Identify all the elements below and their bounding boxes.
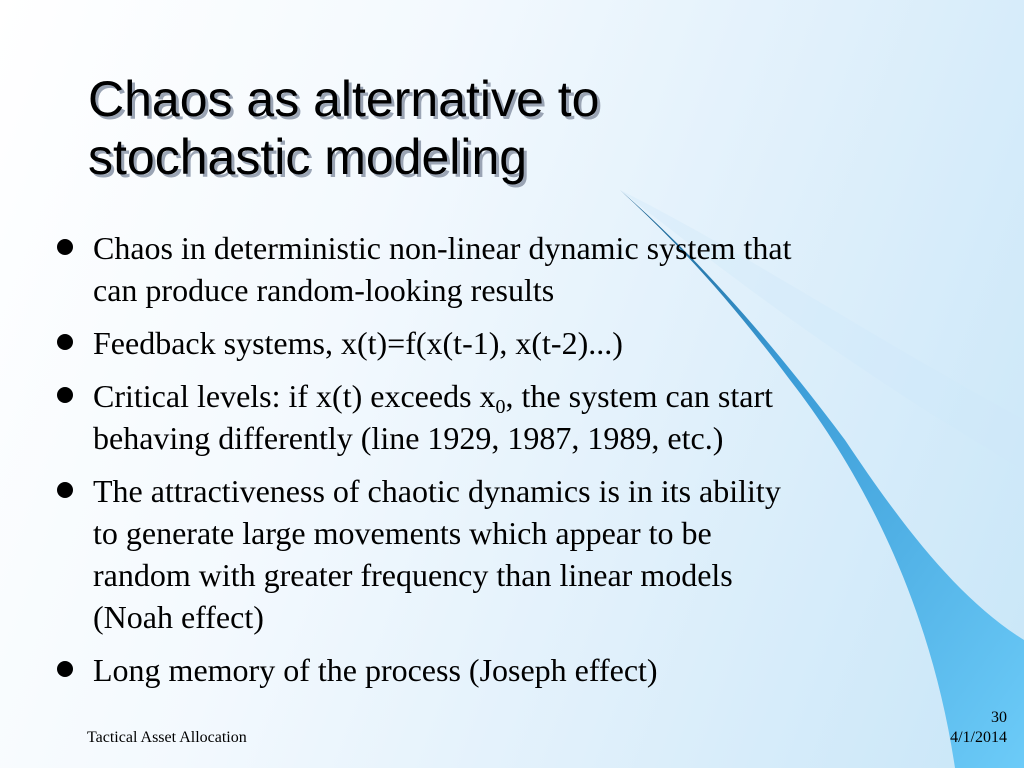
bullet-text-line: Chaos in deterministic non-linear dynamic system that bbox=[93, 230, 792, 266]
bullet-item bbox=[55, 227, 980, 311]
footer-meta bbox=[950, 708, 1007, 748]
footer-title: Tactical Asset Allocation bbox=[87, 729, 247, 746]
bullet-text-line: The attractiveness of chaotic dynamics is in its ability bbox=[93, 473, 781, 509]
bullet-text-line: Long memory of the process (Joseph effect) bbox=[93, 652, 658, 688]
bullet-list bbox=[55, 227, 980, 702]
bullet-text-line: behaving differently (line 1929, 1987, 1989, etc.) bbox=[93, 420, 724, 456]
bullet-text-segment: Critical levels: if x(t) exceeds x bbox=[93, 378, 496, 414]
bullet-text-line: random with greater frequency than linear models bbox=[93, 557, 733, 593]
bullet-dot-icon bbox=[57, 387, 73, 403]
bullet-item bbox=[55, 649, 980, 691]
subscript: 0 bbox=[495, 396, 506, 418]
slide-title-line-1: Chaos as alternative to bbox=[88, 71, 600, 127]
bullet-text-line bbox=[93, 375, 980, 417]
bullet-dot-icon bbox=[57, 239, 73, 255]
bullet-text-segment: , the system can start bbox=[505, 378, 773, 414]
footer-date: 4/1/2014 bbox=[950, 729, 1007, 746]
bullet-text-line: Feedback systems, x(t)=f(x(t-1), x(t-2)...) bbox=[93, 325, 623, 361]
bullet-item bbox=[55, 375, 980, 459]
page-number: 30 bbox=[991, 709, 1007, 726]
bullet-item bbox=[55, 470, 980, 638]
bullet-text-line: can produce random-looking results bbox=[93, 272, 555, 308]
bullet-text-line: to generate large movements which appear to be bbox=[93, 515, 712, 551]
bullet-dot-icon bbox=[57, 482, 73, 498]
bullet-item bbox=[55, 322, 980, 364]
slide-title bbox=[88, 70, 908, 186]
slide-title-line-2: stochastic modeling bbox=[88, 129, 528, 185]
bullet-text-line: (Noah effect) bbox=[93, 599, 264, 635]
bullet-dot-icon bbox=[57, 334, 73, 350]
bullet-dot-icon bbox=[57, 661, 73, 677]
